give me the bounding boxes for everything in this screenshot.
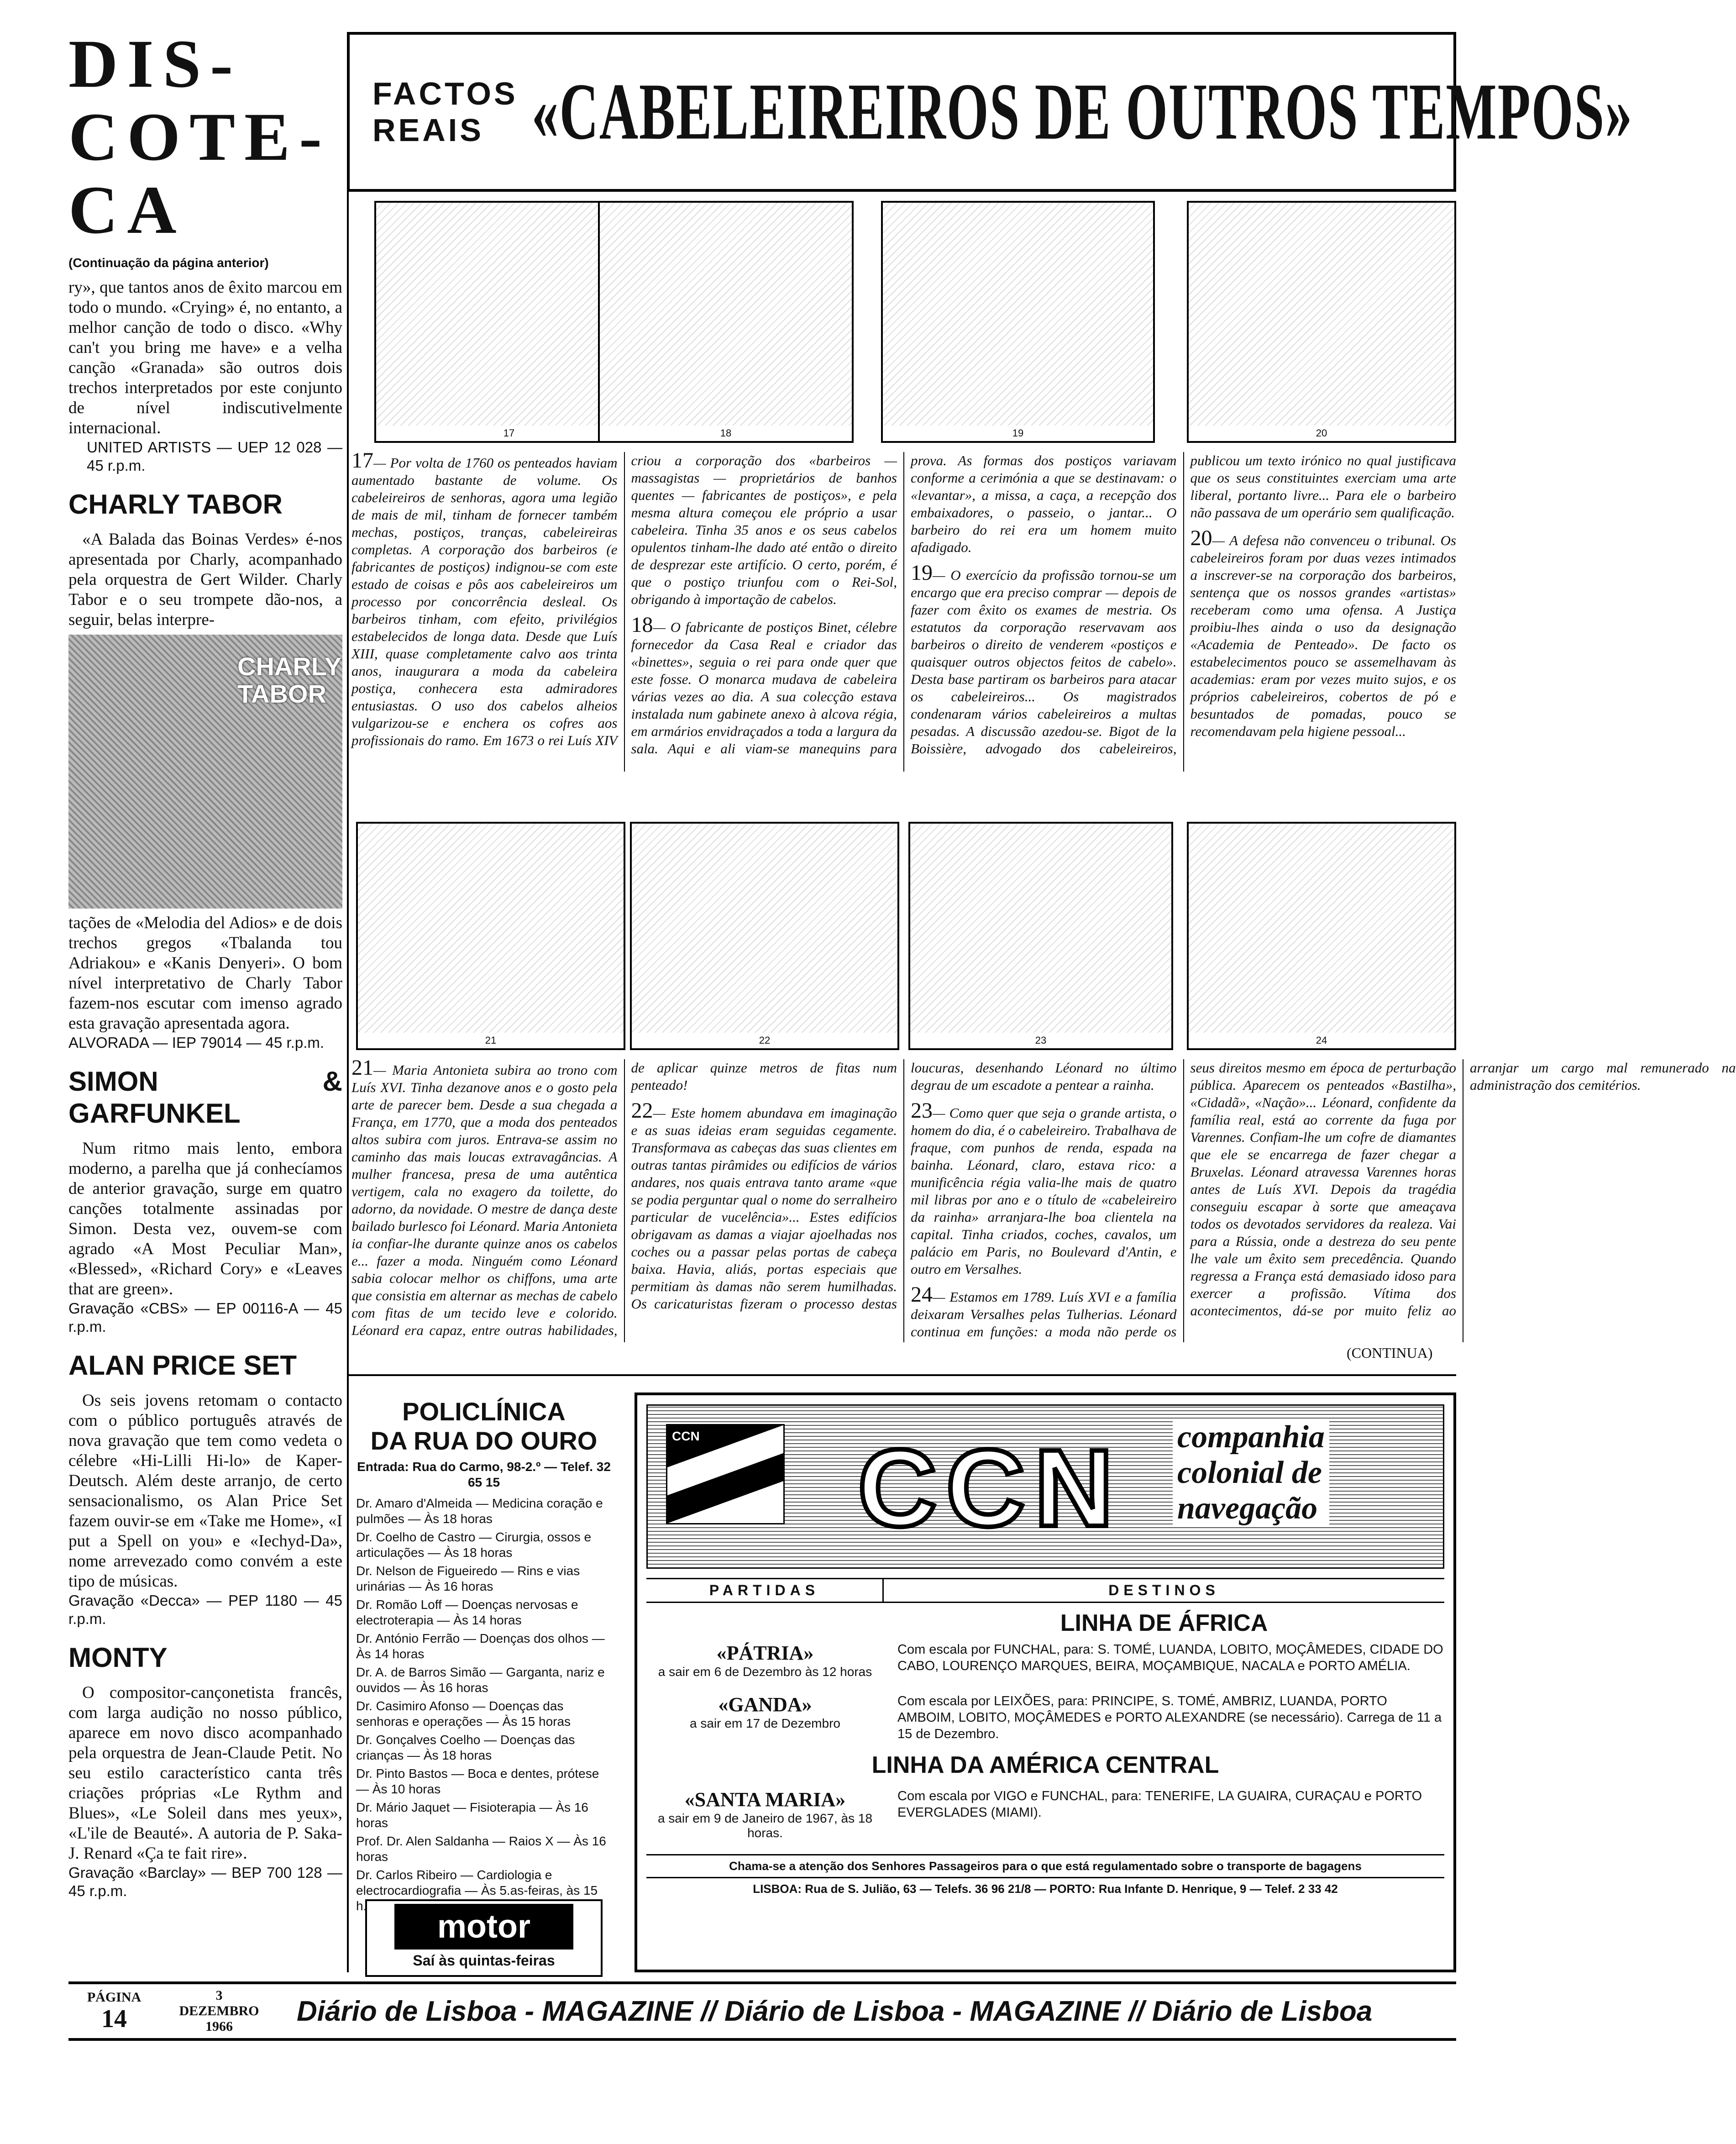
panel-17-tag: 17: [376, 426, 642, 441]
ccn-company-1: companhia: [1177, 1419, 1325, 1455]
charly-heading: CHARLY TABOR: [68, 489, 283, 520]
motor-logo: motor: [394, 1904, 573, 1950]
ccn-ad: [635, 1393, 1456, 1972]
charly-text-1: «A Balada das Boinas Verdes» é-nos apresentada por Charly, acompanhado pela orquestra de Gert Wilder. Charly Tabor e o seu trompete dão-nos, a seguir, belas interpre-: [68, 530, 342, 629]
partidas-heading: PARTIDAS: [646, 1579, 884, 1602]
ccn-addresses: LISBOA: Rua de S. Julião, 63 — Telefs. 36 96 21/8 — PORTO: Rua Infante D. Henrique, 9 — Telef. 2 33 42: [753, 1882, 1338, 1896]
simon-text: Num ritmo mais lento, embora moderno, a parelha que já conhecíamos de anterior gravação, surge em quatro canções totalmente assinadas por Simon. Desta vez, ouvem-se com agrado «A Most Peculiar Man», «Blessed», «Richard Cory» e «Leaves that are green».: [68, 1139, 342, 1298]
continua-label: (CONTINUA): [1347, 1345, 1433, 1361]
ccn-row-ganda: [646, 1693, 1444, 1742]
panel-22-tag: 22: [632, 1033, 897, 1048]
monty-heading: MONTY: [68, 1642, 168, 1673]
policlinica-title-1: POLICLÍNICA: [402, 1397, 566, 1426]
discoteca-column: [68, 27, 342, 1977]
ship1-name: «PÁTRIA»: [716, 1642, 814, 1664]
factos-label-2: REAIS: [372, 112, 484, 148]
doctor-entry: Dr. Amaro d'Almeida — Medicina coração e pulmões — Às 18 horas: [356, 1496, 603, 1526]
doctor-entry: Dr. Gonçalves Coelho — Doenças das crianças — Às 18 horas: [356, 1733, 575, 1762]
policlinica-title: [356, 1397, 612, 1456]
monty-credit: Gravação «Barclay» — BEP 700 128 — 45 r.p.m.: [68, 1864, 342, 1899]
policlinica-ad: [356, 1397, 612, 1945]
doctor-entry: Dr. Casimiro Afonso — Doenças das senhoras e operações — Às 15 horas: [356, 1699, 571, 1729]
story-19-num: 19: [911, 561, 933, 585]
intro-text: ry», que tantos anos de êxito marcou em todo o mundo. «Crying» é, no entanto, a melhor canção de todo o disco. «Why can't you bring me have» e a velha canção «Granada» são outros dois trechos interpretados por este conjunto de nível indiscutivelmente internacional.: [68, 278, 342, 437]
simon-credit: Gravação «CBS» — EP 00116-A — 45 r.p.m.: [68, 1300, 342, 1335]
story-20: [1190, 526, 1457, 740]
panel-18-tag: 18: [600, 426, 852, 441]
story-22-num: 22: [631, 1098, 653, 1123]
destinos-heading: DESTINOS: [1108, 1582, 1220, 1598]
panel-24: [1187, 822, 1456, 1050]
linha-america: LINHA DA AMÉRICA CENTRAL: [871, 1752, 1219, 1778]
factos-label-1: FACTOS: [372, 76, 518, 111]
alan-text: Os seis jovens retomam o contacto com o público português através de nova gravação que tem como vedeta o célebre «Hi-Lilli Hi-lo» de Kaper-Deutsch. Além deste arranjo, de certo sensacionalismo, os Alan Price Set fazem ouvir-se em «Take me Home», «I put a Spell on you» e «Iechyd-Da», nome arrevezado como convém a este tipo de músicas.: [68, 1391, 342, 1591]
story-20-text: — A defesa não convenceu o tribunal. Os cabeleireiros foram por duas vezes intimados a inscrever-se na corporação dos barbeiros, sentença que os nossos grandes «artistas» receberam como uma ofensa. A Justiça proibiu-lhes ainda o uso da designação «Academia de Penteado». De facto os estabelecimentos pouco se assemelhavam às academias: eram por vezes muito sujos, e os próprios cabeleireiros, cobertos de pó e besuntados de pomadas, pouco se recomendavam pela higiene pessoal...: [1190, 532, 1456, 739]
ccn-company-3: navegação: [1177, 1491, 1318, 1526]
footer-banner: Diário de Lisboa - MAGAZINE // Diário de Lisboa - MAGAZINE // Diário de Lisboa: [297, 1995, 1373, 2027]
ccn-banner: [646, 1404, 1444, 1569]
policlinica-entrance: Entrada: Rua do Carmo, 98-2.º — Telef. 32 65 15: [357, 1460, 611, 1489]
date-month: DEZEMBRO: [179, 2003, 259, 2018]
ship3-date: a sair em 9 de Janeiro de 1967, às 18 horas.: [657, 1811, 873, 1840]
america-route: Com escala por VIGO e FUNCHAL, para: TENERIFE, LA GUAIRA, CURAÇAU e PORTO EVERGLADES (MIAMI).: [897, 1789, 1422, 1820]
date-block: [160, 1988, 278, 2034]
story-24-num: 24: [911, 1282, 933, 1307]
story-row-1: [351, 448, 1456, 772]
policlinica-title-2: DA RUA DO OURO: [370, 1426, 598, 1455]
panel-20: [1187, 201, 1456, 443]
panel-18: [598, 201, 854, 443]
charly-text-2: tações de «Melodia del Adios» e de dois trechos gregos «Tbalanda tou Adriakou» e «Kanis Denyeri». O bom nível interpretativo de Charly Tabor fazem-nos escutar com imenso agrado esta gravação apresentada agora.: [68, 914, 342, 1033]
story-18-num: 18: [631, 613, 653, 637]
doctor-entry: Dr. A. de Barros Simão — Garganta, nariz e ouvidos — Às 16 horas: [356, 1665, 605, 1695]
title-line-3: CA: [68, 172, 186, 248]
charly-credit: ALVORADA — IEP 79014 — 45 r.p.m.: [68, 1034, 325, 1051]
panel-20-tag: 20: [1189, 426, 1454, 441]
page-number-block: [68, 1990, 160, 2033]
ccn-headings: [646, 1578, 1444, 1603]
panel-22: [630, 822, 899, 1050]
doctor-entry: Dr. Nelson de Figueiredo — Rins e vias urinárias — Às 16 horas: [356, 1564, 580, 1593]
ship2-date: a sair em 17 de Dezembro: [690, 1716, 840, 1730]
simon-heading: SIMON & GARFUNKEL: [68, 1066, 342, 1129]
factos-label: [372, 75, 518, 148]
charly-photo: [68, 635, 342, 909]
date-day: 3: [215, 1988, 223, 2003]
page-footer: [68, 1981, 1456, 2041]
motor-ad: [365, 1899, 603, 1977]
ccn-company-2: colonial de: [1177, 1455, 1322, 1490]
panel-23-tag: 23: [910, 1033, 1171, 1048]
ccn-logo: CCN: [858, 1427, 1122, 1549]
story-21-num: 21: [351, 1056, 373, 1080]
ship1-date: a sair em 6 de Dezembro às 12 horas: [658, 1665, 872, 1679]
title-line-1: DIS-: [68, 26, 242, 102]
factos-header: [347, 32, 1633, 192]
story-23: [911, 1098, 1177, 1278]
story-row-2: [351, 1056, 1736, 1342]
charly-photo-caption: CHARLY TABOR: [237, 652, 342, 708]
alan-credit: Gravação «Decca» — PEP 1180 — 45 r.p.m.: [68, 1592, 342, 1627]
discoteca-title: [68, 27, 342, 247]
doctor-entry: Prof. Dr. Alen Saldanha — Raios X — Às 16 horas: [356, 1834, 606, 1864]
continuation-note: (Continuação da página anterior): [68, 256, 269, 270]
date-year: 1966: [205, 2019, 233, 2034]
column-divider: [347, 32, 349, 1972]
intro-credit: UNITED ARTISTS — UEP 12 028 — 45 r.p.m.: [87, 439, 342, 474]
monty-text: O compositor-cançonetista francês, com larga audição no nosso público, aparece em novo disco acompanhado pela orquestra de Jean-Claude Petit. No seu estilo característico canta três criações próprias «Le Rythm and Blues», «Le Soleil dans mes yeux», «L'ile de Beauté». A autoria de P. Saka-J. Renard «Ça te fait rire».: [68, 1683, 342, 1863]
ccn-row-santa-maria: [646, 1788, 1444, 1840]
doctor-entry: Dr. Mário Jaquet — Fisioterapia — Às 16 horas: [356, 1800, 588, 1830]
section-divider: [347, 1374, 1456, 1376]
ship3-name: «SANTA MARIA»: [684, 1788, 846, 1811]
panel-24-tag: 24: [1189, 1033, 1454, 1048]
factos-title: «CABELEIREIROS DE OUTROS TEMPOS»: [531, 67, 1633, 157]
ship-santa-maria: [646, 1788, 884, 1840]
alan-heading: ALAN PRICE SET: [68, 1350, 297, 1381]
ccn-flag-label: CCN: [672, 1429, 700, 1443]
panel-23: [908, 822, 1173, 1050]
motor-tagline: Saí às quintas-feiras: [413, 1952, 555, 1969]
doctor-entry: Dr. Pinto Bastos — Boca e dentes, prótese — Às 10 horas: [356, 1766, 599, 1796]
page-number: 14: [101, 2005, 127, 2033]
story-20-num: 20: [1190, 526, 1212, 550]
story-17-text: — Por volta de 1760 os penteados haviam aumentado bastante de volume. Os cabeleireiros de senhoras, agora uma legião de mais de mil, tinham de fornecer também mechas, postiços, tranças, cabeleireiras completas. A corporação dos barbeiros (e fabricantes de postiços) indignou-se com este estado de coisas e pôs aos cabeleireiros um processo por concorrência desleal. Os barbeiros tinham, com efeito, privilégios estabelecidos de longa data. Desde que Luís XIII, quase completamente calvo aos trinta anos, inaugurara a moda da cabeleira postiça, conhecera esta admiradores entusiastas. O uso dos cabelos alheios vulgarizou-se e enchera os cofres aos profissionais do ramo. Em 1673 o rei Luís XIV criou a corporação dos «barbeiros — massagistas — proprietários de banhos quentes — fabricantes de postiços», e pela mesma altura começou ele próprio a usar cabeleira. Tinha 35 anos e os seus cabelos opulentos tinham-lhe dado até então o direito de desprezar este artifício. O certo, porém, é que o postiço triunfou com o Rei-Sol, obrigando à importação de cabelos.: [351, 452, 897, 748]
panel-19-tag: 19: [883, 426, 1153, 441]
panel-21: [356, 822, 625, 1050]
ccn-company-name: [1173, 1419, 1329, 1526]
ship-patria: [646, 1641, 884, 1679]
story-24-text: — Estamos em 1789. Luís XVI e a família deixaram Versalhes pelas Tulherias. Léonard continua em funções: a moda não perde os seus direitos mesmo em época de perturbação pública. Aparecem os penteados «Bastilha», «Cidadã», «Nação»... Léonard, confidente da família real, está ao corrente da fuga por Varennes. Confiam-lhe um cofre de diamantes que ele se encarrega de fazer chegar a Bruxelas. Léonard atravessa Varennes horas antes de Luís XVI. Depois da tragédia conseguiu escapar à sorte que ameaçava todos os devotados servidores da realeza. Vai para a Rússia, onde a destreza do seu pente lhe vale um êxito sem precedência. Quando regressa a França está demasiado idoso para exercer a profissão. Vítima dos acontecimentos, dá-se por muito feliz ao arranjar um cargo mal remunerado na administração dos cemitérios.: [911, 1060, 1736, 1340]
ship2-name: «GANDA»: [718, 1693, 812, 1716]
ccn-flag: [666, 1424, 785, 1524]
doctor-entry: Dr. Carlos Ribeiro — Cardiologia e electrocardiografia — Às 5.as-feiras, às 15 h.: [356, 1868, 598, 1913]
panel-19: [881, 201, 1155, 443]
page-label: PÁGINA: [87, 1990, 142, 2005]
doctor-entry: Dr. António Ferrão — Doenças dos olhos — Às 14 horas: [356, 1631, 605, 1661]
story-18-text: — O fabricante de postiços Binet, célebre fornecedor da Casa Real e criador das «binettes», seguia o rei para onde quer que este fosse. O monarca mudava de cabeleira várias vezes ao dia. A sua colecção estava instalada num gabinete anexo à alcova régia, em armários envidraçados a toda a largura da sala. Aqui e ali viam-se manequins para prova. As formas dos postiços variavam conforme a cerimónia a que se destinavam: o «levantar», a missa, a caça, a recepção dos embaixadores, o passeio, o jantar... O barbeiro do rei era um homem muito afadigado.: [631, 452, 1177, 757]
title-line-2: COTE-: [68, 99, 331, 175]
panel-21-tag: 21: [358, 1033, 624, 1048]
ship-ganda: [646, 1693, 884, 1742]
africa-route-2: Com escala por LEIXÕES, para: PRINCIPE, S. TOMÉ, AMBRIZ, LUANDA, PORTO AMBOIM, LOBITO, MOÇÂMEDES e PORTO ALEXANDRE (se necessário). Carrega de 11 a 15 de Dezembro.: [897, 1694, 1442, 1741]
ccn-notice: Chama-se a atenção dos Senhores Passageiros para o que está regulamentado sobre o transporte de bagagens: [646, 1854, 1444, 1878]
ccn-row-patria: [646, 1641, 1444, 1679]
story-17-num: 17: [351, 448, 373, 473]
africa-route-1: Com escala por FUNCHAL, para: S. TOMÉ, LUANDA, LOBITO, MOÇÂMEDES, CIDADE DO CABO, LOURENÇO MARQUES, BEIRA, MOÇAMBIQUE, NACALA e PORTO AMÉLIA.: [897, 1642, 1443, 1673]
linha-africa: LINHA DE ÁFRICA: [1060, 1610, 1268, 1636]
story-23-text: — Como quer que seja o grande artista, o homem do dia, é o cabeleireiro. Trabalhava de fraque, com punhos de renda, espada na bainha. Léonard, claro, estava rico: a munificência régia valia-lhe mais de quatro mil libras por ano e o título de «cabeleireiro da rainha» arranjara-lhe boa clientela na capital. Tinha criados, coches, cavalos, um palácio em Paris, no Boulevard d'Antin, e outro em Versalhes.: [911, 1105, 1177, 1277]
story-23-num: 23: [911, 1098, 933, 1123]
doctor-entry: Dr. Coelho de Castro — Cirurgia, ossos e articulações — Às 18 horas: [356, 1530, 592, 1560]
story-19-text: — O exercício da profissão tornou-se um encargo que era preciso comprar — depois de fazer com êxito os exames de mestria. Os estatutos da corporação reservavam aos barbeiros o direito de venderem «postiços e quaisquer outros objectos feitos de cabelo». Desta base partiram os barbeiros para atacar os cabeleireiros... Os magistrados condenaram vários cabeleireiros a multas pesadas. A discussão azedou-se. Bigot de la Boissière, advogado dos cabeleireiros, publicou um texto irónico no qual justificava que os seus constituintes exerciam uma arte liberal, portanto livre... Para ele o barbeiro não passava de um operário sem qualificação.: [911, 452, 1456, 757]
doctor-entry: Dr. Romão Loff — Doenças nervosas e electroterapia — Às 14 horas: [356, 1597, 578, 1627]
story-22-text: — Este homem abundava em imaginação e as suas ideias eram seguidas cegamente. Transformava as cabeças das suas clientes em outras tantas pirâmides ou edifícios de vários andares, nos quais entrava tanto arame «que se podia perguntar qual o nome do serralheiro particular de vucelência»... Estes edifícios obrigavam as damas a viajar ajoelhadas nos coches ou a passar pelas portas de cabeça baixa. Havia, aliás, portas especiais que permitiam às damas não serem humilhadas. Os caricaturistas fizeram o processo destas loucuras, desenhando Léonard no último degrau de um escadote a pentear a rainha.: [631, 1060, 1177, 1312]
story-21-text: — Maria Antonieta subira ao trono com Luís XVI. Tinha dezanove anos e o gosto pela arte de parecer bem. Desde a sua chegada a França, em 1770, que a moda dos penteados altos subira com juros. Entrava-se assim no caminho das mais loucas extravagâncias. A mulher francesa, presa de uma autêntica vertigem, cala no exagero da toilette, do adorno, da novidade. O mestre de dança deste bailado burlesco foi Léonard. Maria Antonieta ia confiar-lhe durante quinze anos os cabelos e... fazer a moda. Ninguém como Léonard sabia colocar melhor os chiffons, uma arte que consistia em alternar as mechas de cabelo com fitas de um tecido leve e colorido. Léonard era capaz, entre outras habilidades, de aplicar quinze metros de fitas num penteado!: [351, 1060, 897, 1338]
